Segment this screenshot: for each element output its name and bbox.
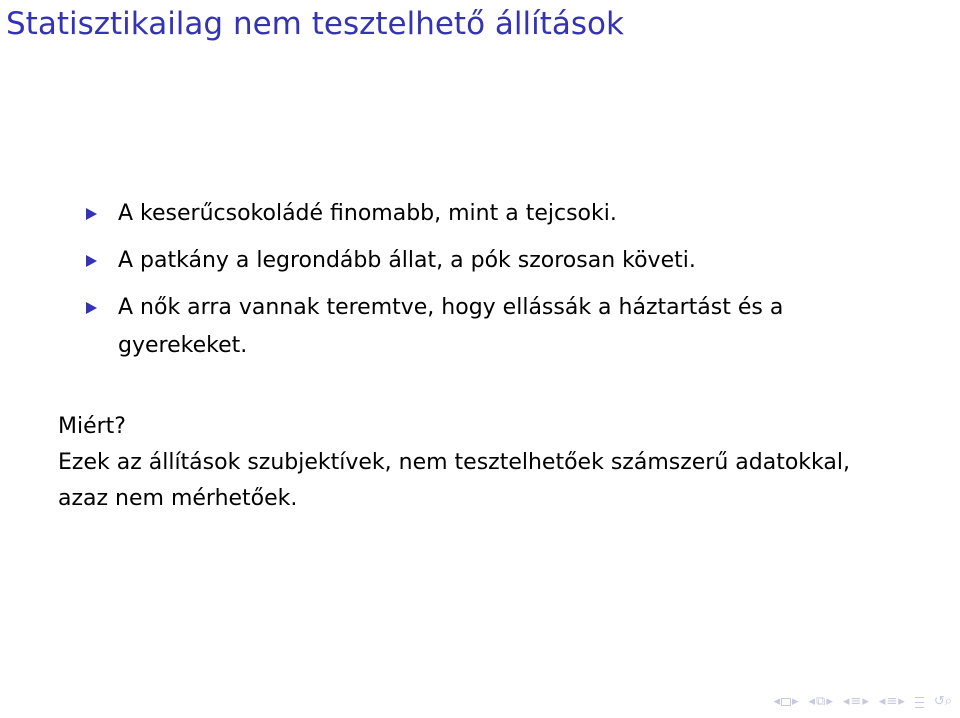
bullet-list — [84, 195, 884, 374]
arrow-left-icon[interactable]: ◂ — [842, 694, 850, 709]
section-icon[interactable]: ≡ — [850, 694, 862, 709]
nav-group-search — [934, 694, 952, 710]
search-icon[interactable]: ↺⌕ — [933, 694, 952, 709]
nav-group-section — [843, 694, 869, 710]
arrow-left-icon[interactable]: ◂ — [773, 694, 780, 709]
question-text: Miért? — [58, 414, 126, 439]
bullet-item — [84, 195, 884, 233]
bullet-text: A keserűcsokoládé finomabb, mint a tejcsoki. — [118, 201, 617, 226]
bullet-item — [84, 289, 884, 365]
triangle-bullet-icon — [86, 255, 97, 267]
bullet-text: A nők arra vannak teremtve, hogy ellássák a háztartást és a gyerekeket. — [118, 295, 784, 358]
nav-group-appendix — [915, 697, 924, 708]
slide-title: Statisztikailag nem tesztelhető állítások — [6, 6, 624, 42]
nav-group-presentation — [879, 694, 905, 710]
beamer-navigation-bar — [766, 694, 952, 710]
bullet-text: A patkány a legrondább állat, a pók szorosan követi. — [118, 248, 696, 273]
arrow-left-icon[interactable]: ◂ — [878, 694, 886, 709]
subsection-icon[interactable]: ⧉ — [816, 694, 826, 709]
answer-text: Ezek az állítások szubjektívek, nem tesztelhetőek számszerű adatokkal, azaz nem mérhetőek. — [58, 450, 850, 511]
bullet-item — [84, 242, 884, 280]
nav-group-frame — [773, 694, 798, 710]
arrow-right-icon[interactable]: ▸ — [898, 694, 905, 709]
frame-icon[interactable] — [781, 698, 791, 706]
arrow-right-icon[interactable]: ▸ — [791, 694, 799, 709]
triangle-bullet-icon — [86, 208, 97, 220]
triangle-bullet-icon — [86, 302, 97, 314]
arrow-right-icon[interactable]: ▸ — [826, 694, 833, 709]
arrow-right-icon[interactable]: ▸ — [862, 694, 869, 709]
arrow-left-icon[interactable]: ◂ — [808, 694, 816, 709]
lines-icon[interactable] — [915, 697, 924, 708]
nav-group-subsection — [809, 694, 833, 710]
section-icon[interactable]: ≡ — [886, 694, 898, 709]
